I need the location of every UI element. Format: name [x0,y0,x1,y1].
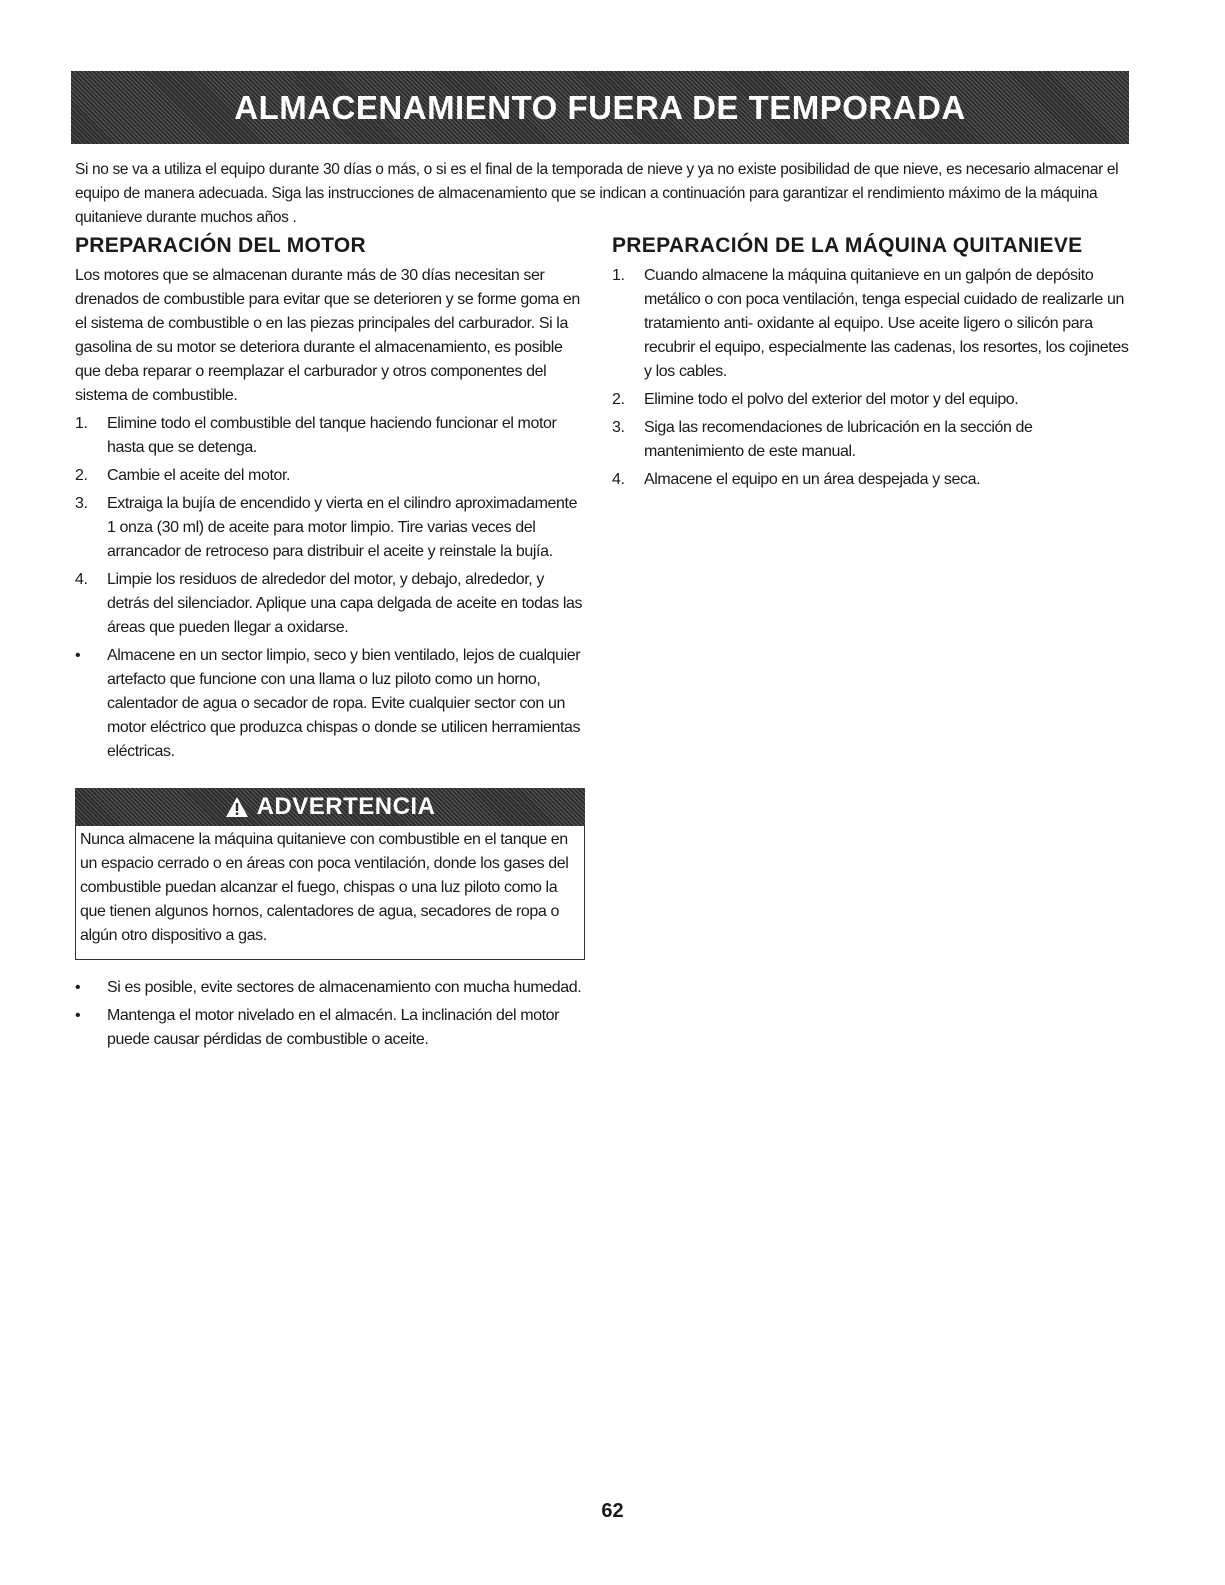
list-item-text: Extraiga la bujía de encendido y vierta en el cilindro aproximadamente 1 onza (30 ml) de aceite para motor limpio. Tire varias veces del arrancador de retroceso para distribuir el aceite y reinstale la bujía. [107,495,578,560]
motor-paragraph: Los motores que se almacenan durante más de 30 días necesitan ser drenados de combustible para evitar que se deterioren y se forme goma en el sistema de combustible o en las piezas principales del carburador. Si la gasolina de su motor se deteriora durante el almacenamiento, es posible que deba reparar o reemplazar el carburador y otros componentes del sistema de combustible. [75,267,580,404]
list-item-text: Elimine todo el polvo del exterior del motor y del equipo. [644,391,1019,408]
page-number: 62 [601,1500,624,1522]
list-item-text: Almacene en un sector limpio, seco y bien ventilado, lejos de cualquier artefacto que funcione con una llama o luz piloto como un horno, calentador de agua o secador de ropa. Evite cualquier sector con un motor eléctrico que produzca chispas o donde se utilicen herramientas eléctricas. [107,647,581,760]
warning-triangle-icon [225,796,249,818]
warning-title: ADVERTENCIA [256,793,436,820]
motor-steps-list [75,412,587,764]
list-marker: 1. [75,415,88,432]
list-marker: 2. [612,391,625,408]
list-item-text: Cambie el aceite del motor. [107,467,291,484]
warning-text: Nunca almacene la máquina quitanieve con combustible en el tanque en un espacio cerrado o en áreas con poca ventilación, donde los gases del combustible puedan alcanzar el fuego, chispas o una luz piloto como la que tienen algunos hornos, calentadores de agua, secadores de ropa o algún otro dispositivo a gas. [80,831,569,944]
storage-tips [75,972,587,1056]
intro-paragraph: Si no se va a utiliza el equipo durante 30 días o más, o si es el final de la temporada de nieve y ya no existe posibilidad de que nieve, es necesario almacenar el equipo de manera adecuada. Siga las instrucciones de almacenamiento que se indican a continuación para garantizar el rendimiento máximo de la máquina quitanieve durante muchos años . [75,161,1119,226]
list-item [612,388,1132,412]
warning-box [75,788,585,960]
list-marker: 4. [75,571,88,588]
motor-section [75,234,587,768]
list-item [75,568,587,640]
motor-heading: PREPARACIÓN DEL MOTOR [75,234,366,257]
list-item [75,464,587,488]
snowblower-heading: PREPARACIÓN DE LA MÁQUINA QUITANIEVE [612,234,1083,257]
list-item [75,976,587,1000]
snowblower-steps-list [612,264,1132,492]
page-title: ALMACENAMIENTO FUERA DE TEMPORADA [234,88,966,126]
list-item-text: Elimine todo el combustible del tanque haciendo funcionar el motor hasta que se detenga. [107,415,557,456]
list-item [612,416,1132,464]
list-item-text: Si es posible, evite sectores de almacenamiento con mucha humedad. [107,979,582,996]
list-marker: 3. [75,495,88,512]
list-item [75,1004,587,1052]
list-item-text: Limpie los residuos de alrededor del motor, y debajo, alrededor, y detrás del silenciador. Aplique una capa delgada de aceite en todas las áreas que pueden llegar a oxidarse. [107,571,583,636]
list-marker: 4. [612,471,625,488]
list-item [75,412,587,460]
storage-tips-list [75,976,587,1052]
list-item [612,468,1132,492]
snowblower-section [612,234,1132,496]
list-marker: 3. [612,419,625,436]
list-item [75,644,587,764]
list-item-text: Mantenga el motor nivelado en el almacén. La inclinación del motor puede causar pérdidas de combustible o aceite. [107,1007,560,1048]
list-item-text: Cuando almacene la máquina quitanieve en un galpón de depósito metálico o con poca ventilación, tenga especial cuidado de realizarle un tratamiento anti- oxidante al equipo. Use aceite ligero o silicón para recubrir el equipo, especialmente las cadenas, los resortes, los cojinetes y los cables. [644,267,1129,380]
list-marker: • [75,1007,81,1024]
warning-header [75,788,585,826]
list-item [75,492,587,564]
list-item-text: Siga las recomendaciones de lubricación en la sección de mantenimiento de este manual. [644,419,1033,460]
list-marker: • [75,979,81,996]
list-item-text: Almacene el equipo en un área despejada y seca. [644,471,981,488]
list-marker: 1. [612,267,625,284]
list-marker: 2. [75,467,88,484]
list-item [612,264,1132,384]
list-marker: • [75,647,81,664]
page-title-banner [71,71,1129,144]
